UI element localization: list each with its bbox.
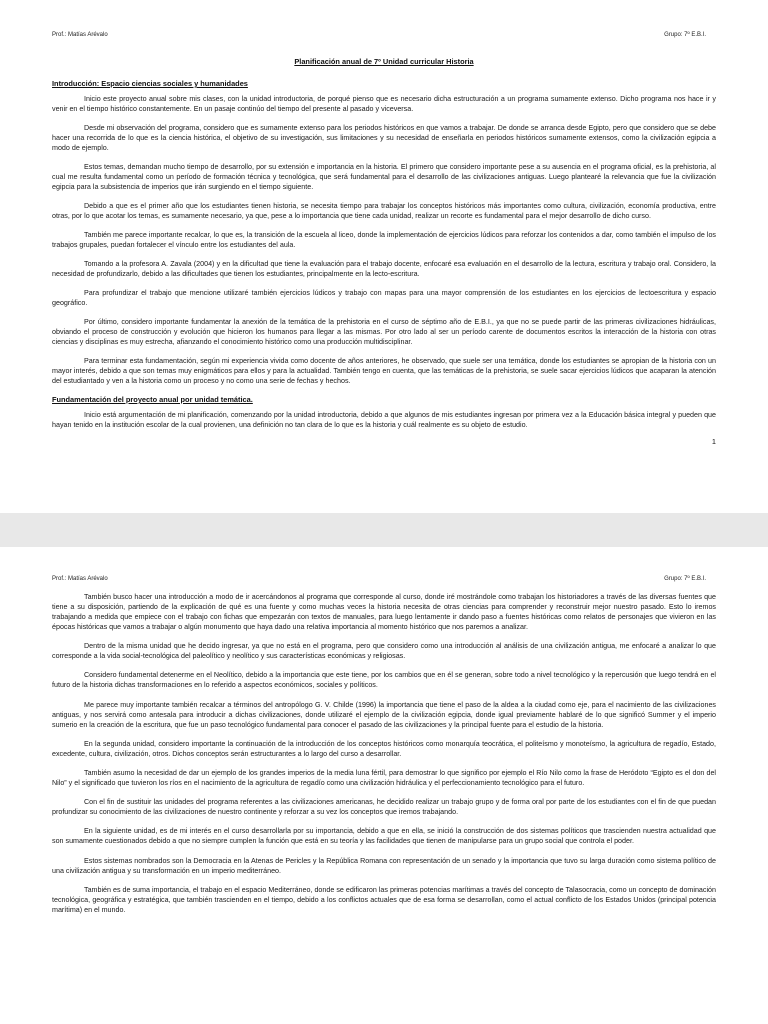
- paragraph: Por último, considero importante fundamentar la anexión de la temática de la prehistoria en el curso de séptimo año de E.B.I., ya que no se puede partir de las primeras civilizaciones hidráulicas, obviando el proceso de construcción y evolución que hicieron los humanos para llegar a las mismas. Por otro lado al ser un período carente de documentos escritos la interacción de la historia con otras ciencias y disciplinas es muy estrecha, afianzando el conocimiento histórico como una producción multidisciplinar.: [52, 318, 716, 346]
- paragraph: Dentro de la misma unidad que he decido ingresar, ya que no está en el programa, pero que considero como una introducción al análisis de una civilización antigua, me enfocaré a analizar lo que corresponde a la vida social-tecnológica del paleolítico y neolítico y sus características económicas y religiosas.: [52, 642, 716, 661]
- paragraph: Inicio está argumentación de mi planificación, comenzando por la unidad introductoria, debido a que algunos de mis estudiantes ingresan por primera vez a la Educación básica integral y pueden que hayan tenido en la institución escolar de la cual provienen, una definición no tan clara de lo que es la historia y cuál realmente es su objeto de estudio.: [52, 411, 716, 429]
- header-group: Grupo: 7º E.B.I.: [664, 32, 706, 38]
- paragraph: En la segunda unidad, considero importante la continuación de la introducción de los conceptos históricos como monarquía teocrática, el politeísmo y monoteísmo, la agricultura de regadío, Estado, excedente, cultura, civilización, otros. Dichos conceptos serán estructurantes a lo largo del curso a desarrollar.: [52, 739, 716, 758]
- paragraph: Con el fin de sustituir las unidades del programa referentes a las civilizaciones americanas, he decidido realizar un trabajo grupo y de forma oral por parte de los estudiantes con el fin de que puedan profundizar su conocimiento de las civilizaciones de nuestro continente y reforzar a su vez los conceptos que iremos trabajando.: [52, 798, 716, 817]
- paragraph: Para terminar esta fundamentación, según mi experiencia vivida como docente de años anteriores, he observado, que suele ser una temática, donde los estudiantes se apropian de la historia con un mayor interés, debido a que son temas muy enigmáticos para ellos y para la actualidad. También tengo en cuenta, que las temáticas de la prehistoria, se suele sacar ejercicios lúdicos que acaparan la atención del estudiantado y ven a la historia como un proceso y no como una serie de fechas y hechos.: [52, 357, 716, 385]
- paragraph: Me parece muy importante también recalcar a términos del antropólogo G. V. Childe (1996) la importancia que tiene el paso de la aldea a la ciudad como eje, para el nacimiento de las civilizaciones antiguas, y nos servirá como antesala para introducir a dichas civilizaciones, donde utilizaré el ejemplo de la civilización egipcia, donde igual previamente hablaré de lo que significó Summer y el imperio sumerio en la creación de la escritura, que fue un paso tecnológico fundamental para conocer el pasado de las civilizaciones y la principal fuente para el estudio de la historia.: [52, 700, 716, 729]
- paragraph: Considero fundamental detenerme en el Neolítico, debido a la importancia que este tiene, por los cambios que en él se generan, sobre todo a nivel tecnológico y la repercusión que luego tendrá en el futuro de la historia dichas transformaciones en lo referido a aspectos económicos, sociales y políticos.: [52, 671, 716, 690]
- header-group: Grupo: 7º E.B.I.: [664, 576, 706, 582]
- section-heading-introduction: Introducción: Espacio ciencias sociales y humanidades: [52, 79, 248, 88]
- paragraph: También asumo la necesidad de dar un ejemplo de los grandes imperios de la media luna fértil, para demostrar lo que significo por ejemplo el Río Nilo como la frase de Heródoto “Egipto es el don del Nilo” y el significado que tuvieron los ríos en el nacimiento de la agricultura de regadío como una civilización hidráulica y el perfeccionamiento tecnológico para el futuro.: [52, 768, 716, 787]
- page-number: 1: [711, 437, 716, 446]
- paragraph: Para profundizar el trabajo que mencione utilizaré también ejercicios lúdicos y trabajo con mapas para una mayor comprensión de los estudiantes en los ejercicios de lectoescritura y espacio geográfico.: [52, 289, 716, 307]
- paragraph: Debido a que es el primer año que los estudiantes tienen historia, se necesita tiempo para trabajar los conceptos históricos más importantes como cultura, civilización, economía productiva, entre otras, por lo que acotar los temas, es sumamente necesario, ya que, pese a lo importancia que tiene cada unidad, realizar un recorte es fundamental para el mejor desarrollo de dicho curso.: [52, 202, 716, 220]
- page-header: [52, 547, 716, 582]
- paragraph: Desde mi observación del programa, considero que es sumamente extenso para los periodos históricos en que vamos a trabajar. De donde se arranca desde Egipto, pero que considero que se debe hacer una recorrida de lo que es la ciencia histórica, el objetivo de su investigación, sus limitaciones y su necesidad de enseñarla en periodos históricos sumamente extensos, como la civilización egipcia a modo de ejemplo.: [52, 124, 716, 152]
- paragraph: También es de suma importancia, el trabajo en el espacio Mediterráneo, donde se edificaron las primeras potencias marítimas a través del concepto de Talasocracia, como un concepto de dominación tecnológica, geográfica y estratégica, que también trascienden en el tiempo, debido a los conflictos actuales que de esa forma se desarrollan, como el actual conflicto de los Estados Unidos (principal potencia marítima) en el mundo.: [52, 885, 716, 914]
- document-page-2: [0, 547, 768, 1024]
- section-heading-fundamentacion: Fundamentación del proyecto anual por unidad temática.: [52, 395, 253, 404]
- paragraph: Tomando a la profesora A. Zavala (2004) y en la dificultad que tiene la evaluación para el trabajo docente, enfocaré esa evaluación en el desarrollo de la lectura, escritura y trabajo oral. Considero, la necesidad de profundizarlo, debido a las dificultades que tienen los estudiantes, principalmente en la lecto-escritura.: [52, 260, 716, 278]
- paragraph: Estos temas, demandan mucho tiempo de desarrollo, por su extensión e importancia en la historia. El primero que considero importante pese a su ausencia en el programa oficial, es la prehistoria, al cual me resulta fundamental como un período de formación técnica y tecnológica, que será fundamental para el desarrollo de las civilizaciones antiguas. Luego plantearé la relevancia que fue la civilización egipcia para la subsistencia de imperios que irán surgiendo en el tiempo siguiente.: [52, 163, 716, 191]
- paragraph: Estos sistemas nombrados son la Democracia en la Atenas de Pericles y la República Romana con representación de un senado y la importancia que tuvo su larga duración como sistema político de una civilización antigua y su transformación en un imperio mediterráneo.: [52, 856, 716, 875]
- header-professor: Prof.: Matías Arévalo: [52, 576, 108, 582]
- page-header: [52, 0, 716, 38]
- paragraph: También me parece importante recalcar, lo que es, la transición de la escuela al liceo, donde la implementación de ejercicios lúdicos para reforzar los contenidos a dar, como también el impulso de los trabajos grupales, puedan fortalecer el vínculo entre los estudiantes del aula.: [52, 231, 716, 249]
- paragraph: Inicio este proyecto anual sobre mis clases, con la unidad introductoria, de porqué pienso que es necesario dicha estructuración a un programa sumamente extenso. Dicho programa nos hace ir y venir en el tiempo histórico constantemente. En un pasaje continúo del tiempo del presente al pasado y viceversa.: [52, 95, 716, 113]
- document-title: Planificación anual de 7º Unidad curricular Historia: [294, 57, 474, 66]
- header-professor: Prof.: Matías Arévalo: [52, 32, 108, 38]
- paragraph: También busco hacer una introducción a modo de ir acercándonos al programa que corresponde al curso, donde iré mostrándole como trabajan los historiadores a través de las diversas fuentes que tiene a su disposición, partiendo de la explicación de qué es una fuente y como muchas veces la historia necesita de otras ciencias para comprender y reconstruir mejor nuestro pasado. Esto lo iremos trabajando a medida que empiece con el trabajo con fichas que empezarán con textos de manuales, para luego lentamente ir dando paso a fuentes históricas como relatos de personajes que vivieron en las épocas históricas que vamos a trabajar o algún monumento que haya dado una relativa importancia al momento histórico que nos paremos a analizar.: [52, 593, 716, 631]
- paragraph: En la siguiente unidad, es de mi interés en el curso desarrollarla por su importancia, debido a que en ella, se inició la construcción de dos sistemas políticos que trascienden nuestra actualidad que son sumamente cuestionados debido a que no siempre cumplen la función que está en su teoría y las facilidades que tienen de manipularse para un grupo social que controla el poder.: [52, 827, 716, 846]
